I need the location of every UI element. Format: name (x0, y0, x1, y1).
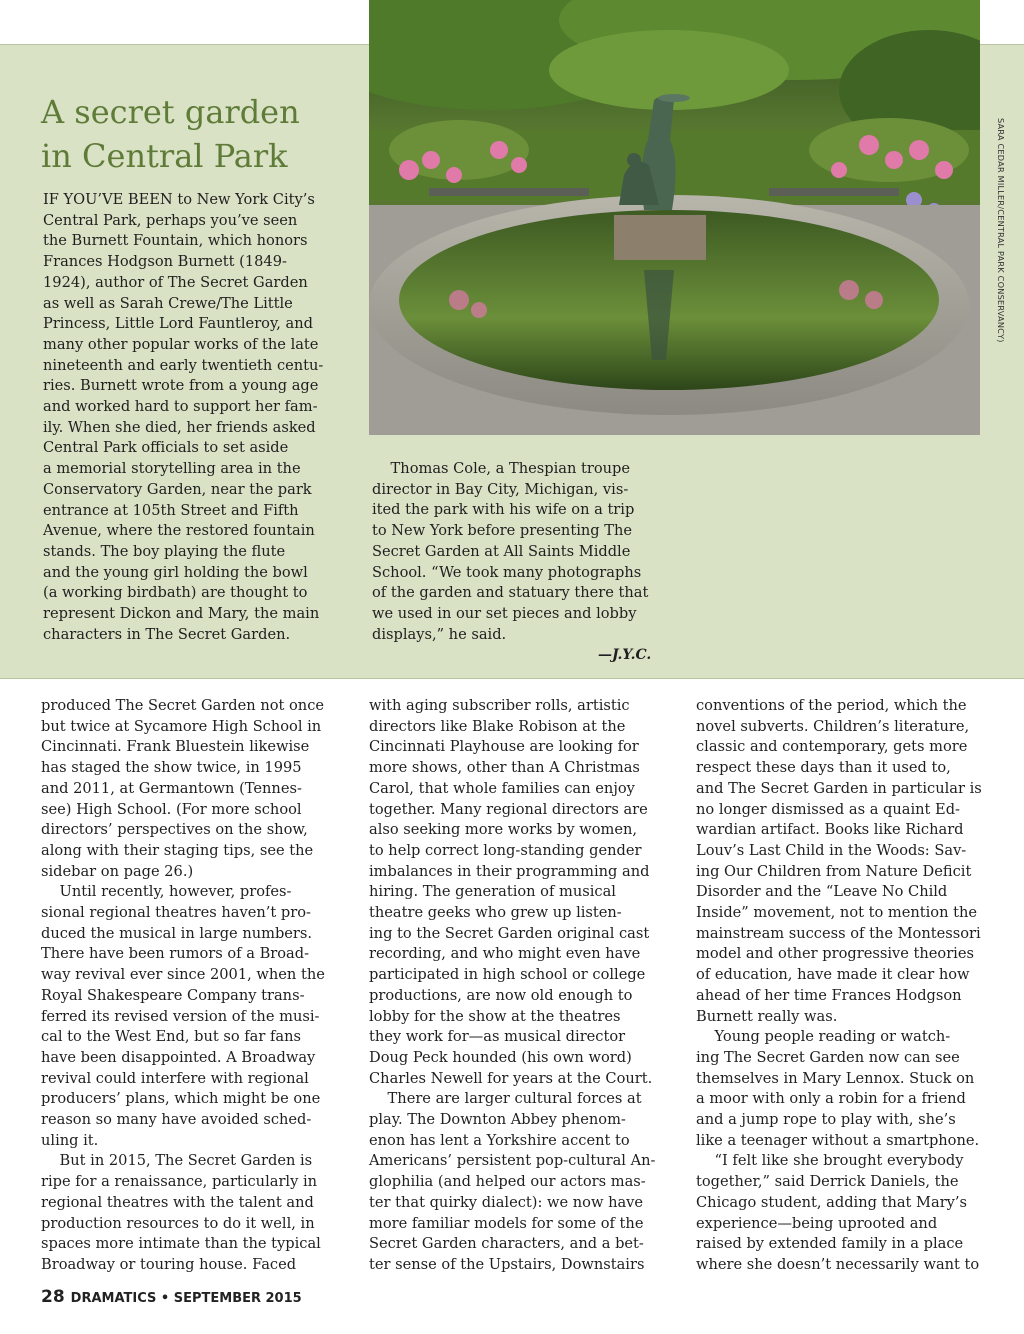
text-line: hiring. The generation of musical (369, 883, 616, 901)
text-line: ahead of her time Frances Hodgson (696, 986, 962, 1004)
text-line: more shows, other than A Christmas (369, 759, 640, 777)
text-line: duced the musical in large numbers. (41, 924, 313, 942)
text-line: (a working birdbath) are thought to (43, 584, 308, 602)
text-line: they work for—as musical director (369, 1028, 626, 1046)
text-line: where she doesn’t necessarily want to (696, 1255, 980, 1273)
text-line: sidebar on page 26.) (41, 862, 194, 880)
text-line: like a teenager without a smartphone. (696, 1131, 980, 1149)
text-line: 1924), author of The Secret Garden (43, 273, 308, 291)
text-line: imbalances in their programming and (369, 862, 650, 880)
text-line: cal to the West End, but so far fans (41, 1028, 301, 1046)
text-line: Avenue, where the restored fountain (43, 522, 315, 540)
text-line: revival could interfere with regional (41, 1069, 309, 1087)
text-line: Americans’ persistent pop-cultural An- (369, 1152, 656, 1170)
article-column-2 (369, 696, 659, 1276)
sidebar-column-2 (372, 459, 662, 645)
text-line: experience—being uprooted and (696, 1214, 938, 1232)
text-line: a moor with only a robin for a friend (696, 1090, 966, 1108)
text-line: of the garden and statuary there that (372, 584, 649, 602)
text-line: many other popular works of the late (43, 335, 319, 353)
text-line: ripe for a renaissance, particularly in (41, 1173, 318, 1191)
text-line: But in 2015, The Secret Garden is (41, 1152, 313, 1170)
text-line: Carol, that whole families can enjoy (369, 779, 635, 797)
text-line: classic and contemporary, gets more (696, 738, 968, 756)
text-line: sional regional theatres haven’t pro- (41, 904, 311, 922)
text-line: produced The Secret Garden not once (41, 697, 325, 714)
text-line: recording, and who might even have (369, 945, 641, 963)
text-line: spaces more intimate than the typical (41, 1235, 321, 1253)
text-line: Burnett really was. (696, 1007, 838, 1025)
text-line: we used in our set pieces and lobby (372, 604, 637, 622)
text-line: ing to the Secret Garden original cast (369, 924, 650, 942)
text-line: enon has lent a Yorkshire accent to (369, 1131, 630, 1149)
fountain-illustration (369, 0, 980, 435)
text-line: to New York before presenting The (372, 522, 633, 540)
text-line: Inside” movement, not to mention the (696, 904, 978, 922)
text-line: Disorder and the “Leave No Child (696, 883, 948, 901)
text-line: uling it. (41, 1131, 99, 1149)
text-line: Cincinnati Playhouse are looking for (369, 738, 639, 756)
text-line: conventions of the period, which the (696, 697, 967, 714)
text-line: Secret Garden characters, and a bet- (369, 1235, 644, 1253)
text-line: and worked hard to support her fam- (43, 398, 318, 416)
text-line: Young people reading or watch- (696, 1028, 951, 1046)
text-line: way revival ever since 2001, when the (41, 966, 325, 984)
text-line: along with their staging tips, see the (41, 841, 314, 859)
text-line: “I felt like she brought everybody (696, 1152, 964, 1170)
text-line: director in Bay City, Michigan, vis- (372, 480, 629, 498)
text-line: model and other progressive theories (696, 945, 974, 963)
text-line: as well as Sarah Crewe/The Little (43, 294, 293, 312)
text-line: Central Park, perhaps you’ve seen (43, 211, 298, 229)
text-line: see) High School. (For more school (41, 800, 302, 818)
text-line: regional theatres with the talent and (41, 1193, 314, 1211)
text-line: Secret Garden at All Saints Middle (372, 542, 631, 560)
text-line: of education, have made it clear how (696, 966, 970, 984)
text-line: Louv’s Last Child in the Woods: Sav- (696, 841, 967, 859)
text-line: Frances Hodgson Burnett (1849- (43, 253, 287, 271)
author-signature: —J.Y.C. (598, 647, 652, 663)
text-line: wardian artifact. Books like Richard (696, 821, 964, 839)
article-column-3 (696, 696, 986, 1276)
text-line: Princess, Little Lord Fauntleroy, and (43, 315, 313, 333)
text-line: ferred its revised version of the musi- (41, 1007, 320, 1025)
text-line: no longer dismissed as a quaint Ed- (696, 800, 960, 818)
text-line: respect these days than it used to, (696, 759, 951, 777)
text-line: participated in high school or college (369, 966, 646, 984)
text-line: themselves in Mary Lennox. Stuck on (696, 1069, 975, 1087)
title-line: in Central Park (41, 137, 288, 175)
text-line: Thomas Cole, a Thespian troupe (372, 460, 631, 477)
text-line: together. Many regional directors are (369, 800, 648, 818)
text-line: together,” said Derrick Daniels, the (696, 1173, 959, 1191)
text-line: ter that quirky dialect): we now have (369, 1193, 644, 1211)
text-line: but twice at Sycamore High School in (41, 717, 322, 735)
text-line: Doug Peck hounded (his own word) (369, 1048, 632, 1066)
text-line: play. The Downton Abbey phenom- (369, 1111, 626, 1129)
article-column-1 (41, 696, 331, 1276)
text-line: ter sense of the Upstairs, Downstairs (369, 1255, 645, 1273)
text-line: Central Park officials to set aside (43, 439, 289, 457)
text-line: ing Our Children from Nature Deficit (696, 862, 972, 880)
text-line: production resources to do it well, in (41, 1214, 315, 1232)
text-line: Charles Newell for years at the Court. (369, 1069, 653, 1087)
text-line: have been disappointed. A Broadway (41, 1048, 316, 1066)
text-line: characters in The Secret Garden. (43, 625, 291, 643)
text-line: ries. Burnett wrote from a young age (43, 377, 319, 395)
text-line: to help correct long-standing gender (369, 841, 642, 859)
text-line: IF YOU’VE BEEN to New York City’s (43, 191, 315, 208)
text-line: has staged the show twice, in 1995 (41, 759, 302, 777)
fountain-photo (369, 0, 980, 435)
text-line: directors like Blake Robison at the (369, 717, 626, 735)
text-line: novel subverts. Children’s literature, (696, 717, 970, 735)
text-line: a memorial storytelling area in the (43, 460, 301, 478)
photo-credit: SARA CEDAR MILLER/CENTRAL PARK CONSERVANCY) (996, 118, 1006, 343)
publication-line: DRAMATICS • SEPTEMBER 2015 (70, 1291, 302, 1306)
text-line: Royal Shakespeare Company trans- (41, 986, 305, 1004)
text-line: ily. When she died, her friends asked (43, 418, 316, 436)
text-line: raised by extended family in a place (696, 1235, 964, 1253)
text-line: theatre geeks who grew up listen- (369, 904, 622, 922)
text-line: producers’ plans, which might be one (41, 1090, 321, 1108)
text-line: Conservatory Garden, near the park (43, 480, 312, 498)
text-line: and The Secret Garden in particular is (696, 779, 982, 797)
text-line: more familiar models for some of the (369, 1214, 644, 1232)
text-line: also seeking more works by women, (369, 821, 638, 839)
text-line: School. “We took many photographs (372, 563, 642, 581)
text-line: the Burnett Fountain, which honors (43, 232, 308, 250)
text-line: mainstream success of the Montessori (696, 924, 981, 942)
page-footer (41, 1287, 302, 1307)
text-line: and the young girl holding the bowl (43, 563, 308, 581)
text-line: displays,” he said. (372, 625, 507, 643)
page-number: 28 (41, 1287, 65, 1307)
text-line: reason so many have avoided sched- (41, 1111, 312, 1129)
text-line: Cincinnati. Frank Bluestein likewise (41, 738, 310, 756)
text-line: with aging subscriber rolls, artistic (369, 697, 630, 714)
text-line: and a jump rope to play with, she’s (696, 1111, 956, 1129)
text-line: nineteenth and early twentieth centu- (43, 356, 324, 374)
text-line: lobby for the show at the theatres (369, 1007, 621, 1025)
text-line: There have been rumors of a Broad- (41, 945, 310, 963)
text-line: There are larger cultural forces at (369, 1090, 642, 1108)
text-line: directors’ perspectives on the show, (41, 821, 308, 839)
sidebar-title (41, 90, 361, 178)
text-line: Chicago student, adding that Mary’s (696, 1193, 968, 1211)
text-line: entrance at 105th Street and Fifth (43, 501, 299, 519)
sidebar-column-1 (43, 190, 363, 645)
text-line: Broadway or touring house. Faced (41, 1255, 297, 1273)
text-line: and 2011, at Germantown (Tennes- (41, 779, 302, 797)
text-line: glophilia (and helped our actors mas- (369, 1173, 646, 1191)
text-line: Until recently, however, profes- (41, 883, 292, 901)
text-line: represent Dickon and Mary, the main (43, 605, 320, 623)
text-line: ited the park with his wife on a trip (372, 501, 635, 519)
text-line: stands. The boy playing the flute (43, 542, 286, 560)
title-line: A secret garden (41, 93, 300, 131)
text-line: ing The Secret Garden now can see (696, 1048, 960, 1066)
text-line: productions, are now old enough to (369, 986, 633, 1004)
